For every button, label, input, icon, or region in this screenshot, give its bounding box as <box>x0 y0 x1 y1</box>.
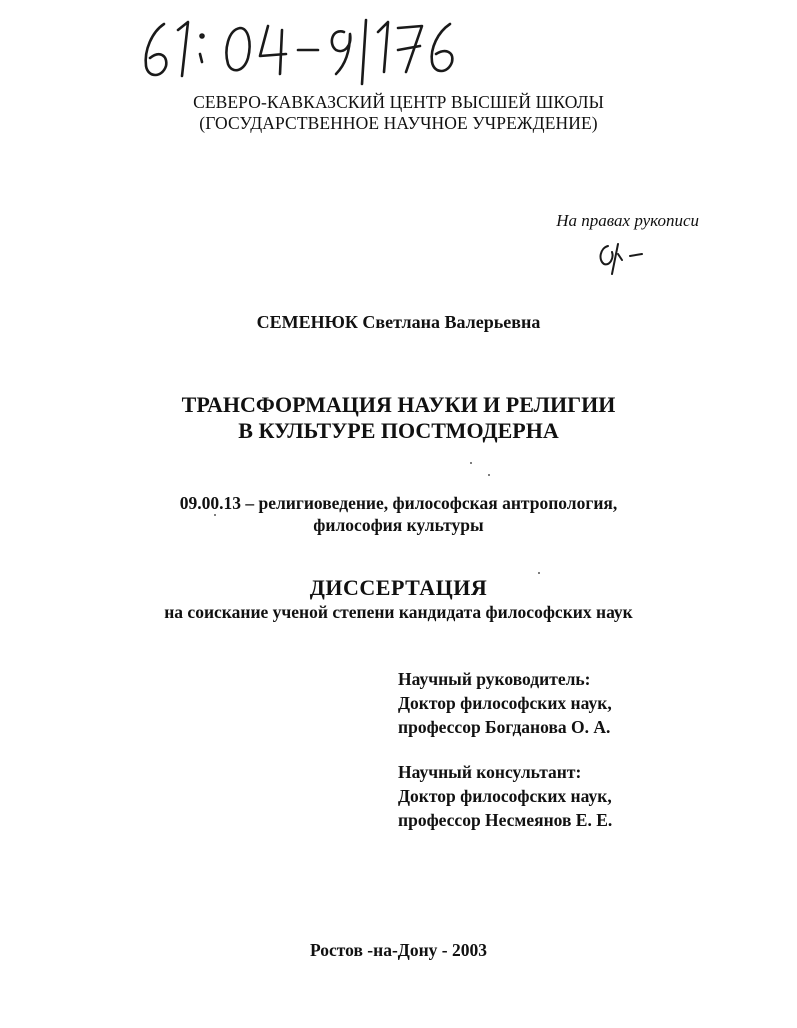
manuscript-rights-note: На правах рукописи <box>556 211 699 230</box>
institution-type: (ГОСУДАРСТВЕННОЕ НАУЧНОЕ УЧРЕЖДЕНИЕ) <box>199 113 598 133</box>
city-and-year: Ростов -на-Дону - 2003 <box>310 940 487 960</box>
supervisor-name: профессор Богданова О. А. <box>398 717 611 737</box>
handwritten-signature <box>592 238 652 278</box>
scan-speck <box>488 474 490 476</box>
consultant-role: Научный консультант: <box>398 762 582 782</box>
signature-drawing <box>592 238 652 278</box>
dissertation-title-line-1: ТРАНСФОРМАЦИЯ НАУКИ И РЕЛИГИИ <box>181 392 616 417</box>
scan-speck <box>538 572 540 574</box>
specialty-code-line-2: философия культуры <box>313 515 484 535</box>
handwritten-archive-number-drawing <box>130 10 470 90</box>
scientific-consultant-block <box>398 760 612 832</box>
supervisor-role: Научный руководитель: <box>398 669 591 689</box>
institution-name: СЕВЕРО-КАВКАЗСКИЙ ЦЕНТР ВЫСШЕЙ ШКОЛЫ <box>193 92 604 112</box>
scientific-supervisor-block <box>398 667 612 739</box>
scan-speck <box>470 462 472 464</box>
degree-sought: на соискание ученой степени кандидата философских наук <box>164 602 633 622</box>
author-name: СЕМЕНЮК Светлана Валерьевна <box>256 312 541 332</box>
document-type: ДИССЕРТАЦИЯ <box>309 575 488 600</box>
consultant-name: профессор Несмеянов Е. Е. <box>398 810 613 830</box>
handwritten-archive-number <box>130 10 470 90</box>
specialty-code-line-1: 09.00.13 – религиоведение, философская антропология, <box>179 493 618 513</box>
supervisor-degree: Доктор философских наук, <box>398 693 612 713</box>
consultant-degree: Доктор философских наук, <box>398 786 612 806</box>
dissertation-title-line-2: В КУЛЬТУРЕ ПОСТМОДЕРНА <box>238 418 559 443</box>
scan-speck <box>214 514 216 516</box>
